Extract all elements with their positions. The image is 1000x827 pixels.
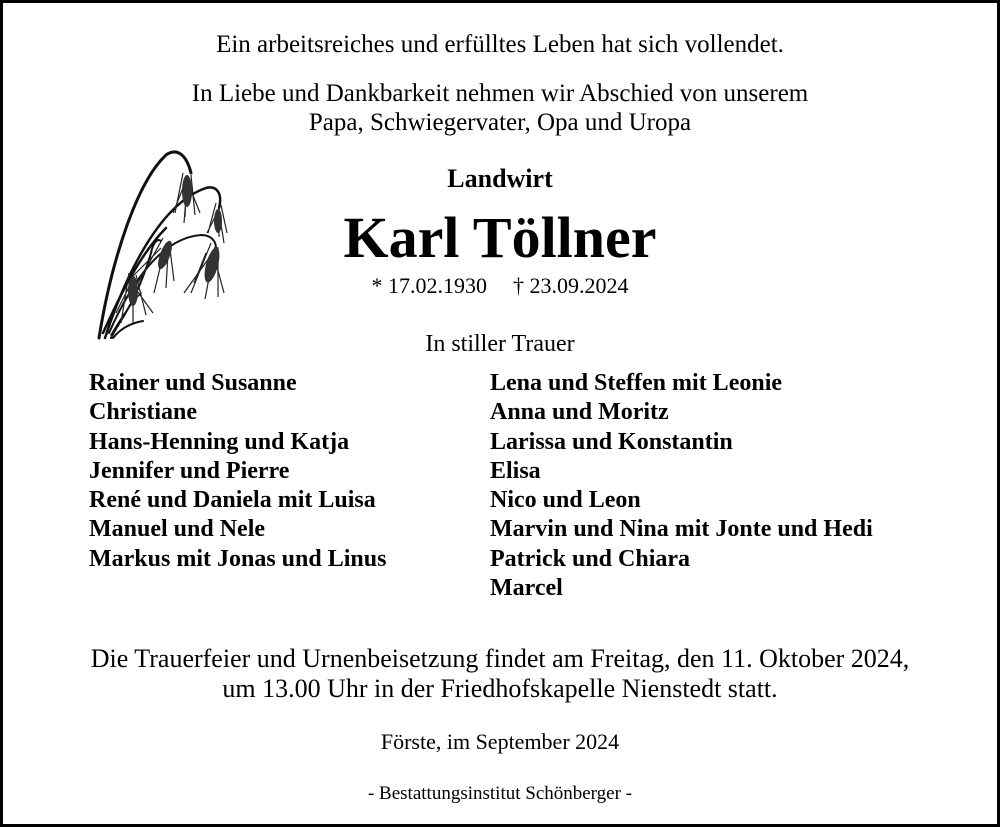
mourners-right-column [490,369,873,603]
mourner-name: Elisa [490,457,541,484]
mourner-name: Marvin und Nina mit Jonte und Hedi [490,516,873,543]
mourner-name: Nico und Leon [490,487,641,514]
farewell-line-1: In Liebe und Dankbarkeit nehmen wir Abschied von unserem [191,80,809,107]
mourner-name: Larissa und Konstantin [490,428,733,455]
life-dates [3,273,997,299]
death-date: † 23.09.2024 [513,273,629,298]
ceremony-line-1: Die Trauerfeier und Urnenbeisetzung findet am Freitag, den 11. Oktober 2024, [90,644,910,673]
place-date: Förste, im September 2024 [380,729,620,754]
farewell-line-2: Papa, Schwiegervater, Opa und Uropa [308,109,692,136]
ceremony-line-2: um 13.00 Uhr in der Friedhofskapelle Nienstedt statt. [222,674,778,703]
mourner-name: Lena und Steffen mit Leonie [490,370,783,396]
mourner-name: Jennifer und Pierre [89,457,290,484]
mourner-name: Manuel und Nele [89,516,266,543]
mourner-name: Hans-Henning und Katja [89,428,350,455]
mourner-name: Markus mit Jonas und Linus [89,545,387,572]
birth-date: * 17.02.1930 [371,273,487,298]
mourner-name: Anna und Moritz [490,399,669,426]
occupation: Landwirt [447,164,553,193]
mourners-left-column [89,369,386,574]
mourner-name: Patrick und Chiara [490,545,691,572]
deceased-name: Karl Töllner [343,205,657,270]
mourning-heading: In stiller Trauer [425,331,575,357]
mourner-name: Marcel [490,575,563,602]
mourner-name: Rainer und Susanne [89,370,297,396]
funeral-home: - Bestattungsinstitut Schönberger - [367,783,633,804]
intro-text: Ein arbeitsreiches und erfülltes Leben hat sich vollendet. [216,31,784,58]
mourner-name: René und Daniela mit Luisa [89,487,376,514]
mourner-name: Christiane [89,399,197,426]
